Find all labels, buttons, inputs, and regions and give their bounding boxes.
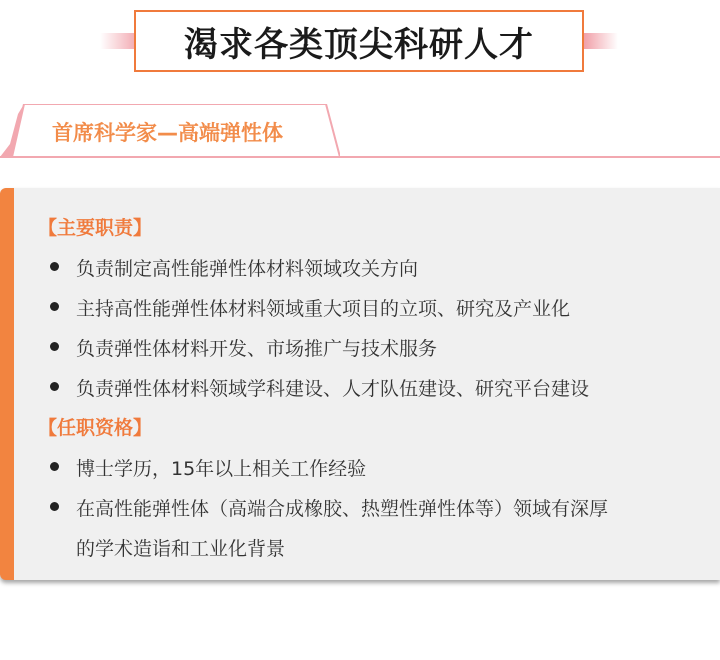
duties-heading: 【主要职责】 — [38, 217, 153, 239]
qualifications-heading: 【任职资格】 — [38, 417, 153, 439]
bullet-icon — [50, 302, 59, 311]
duty-item: 负责制定高性能弹性体材料领域攻关方向 — [76, 258, 419, 280]
qualification-item: 博士学历，15年以上相关工作经验 — [76, 458, 367, 480]
section-divider — [0, 156, 720, 158]
bullet-icon — [50, 262, 59, 271]
bullet-icon — [50, 342, 59, 351]
duty-item: 负责弹性体材料开发、市场推广与技术服务 — [76, 338, 438, 360]
bullet-icon — [50, 462, 59, 471]
duty-item: 主持高性能弹性体材料领域重大项目的立项、研究及产业化 — [76, 298, 571, 320]
qualification-item-continuation: 的学术造诣和工业化背景 — [76, 538, 286, 560]
page-title: 渴求各类顶尖科研人才 — [184, 24, 534, 65]
section-title: 首席科学家—高端弹性体 — [52, 121, 283, 145]
bullet-icon — [50, 502, 59, 511]
bullet-icon — [50, 382, 59, 391]
qualification-item: 在高性能弹性体（高端合成橡胶、热塑性弹性体等）领域有深厚 — [76, 498, 609, 520]
title-box — [134, 10, 584, 72]
duty-item: 负责弹性体材料领域学科建设、人才队伍建设、研究平台建设 — [76, 378, 590, 400]
